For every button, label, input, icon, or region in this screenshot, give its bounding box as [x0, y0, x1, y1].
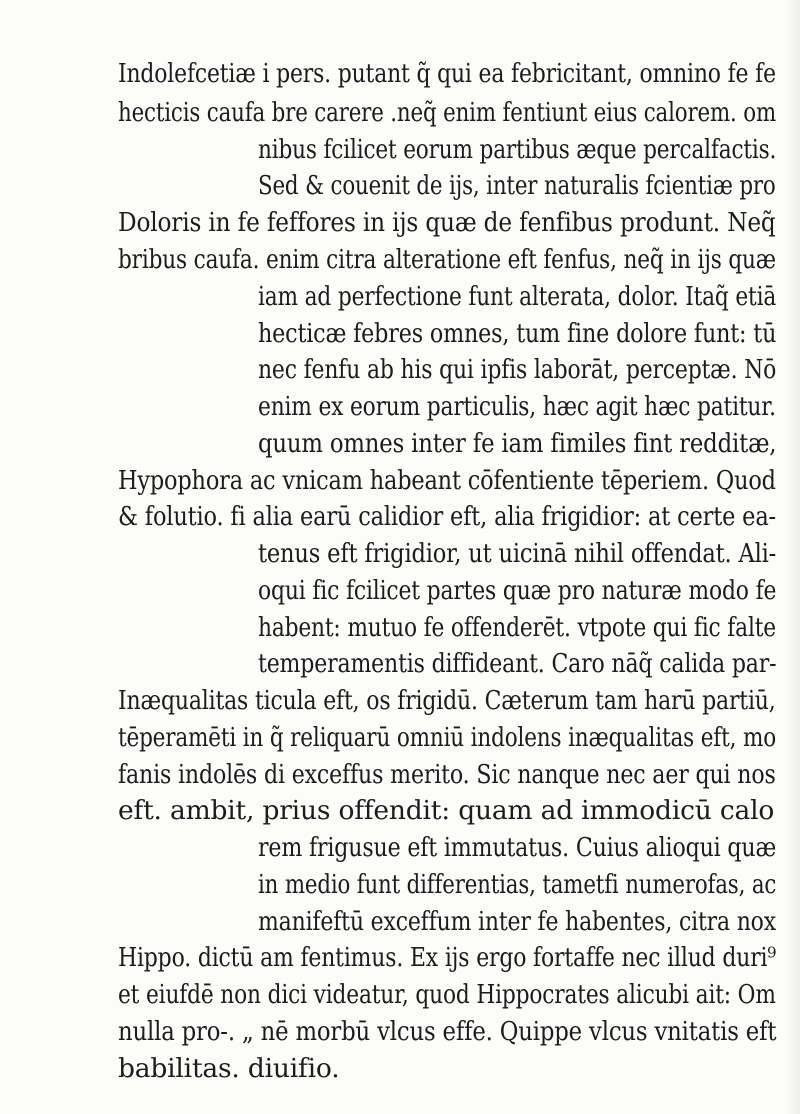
- text-line: eft. ambit, prius offendit: quam ad immodicū calo: [118, 795, 775, 826]
- text-line: temperamentis diffideant. Caro nāq̃ calida par-: [258, 648, 777, 679]
- text-line: oqui fic fcilicet partes quæ pro naturæ modo fe: [258, 575, 777, 606]
- text-line: hecticæ febres omnes, tum fine dolore funt: tū: [258, 318, 777, 349]
- text-line: fanis indolēs di exceffus merito. Sic nanque nec aer qui nos: [118, 759, 776, 790]
- text-line: Doloris in fe feffores in ijs quæ de fenfibus produnt. Neq̃: [118, 207, 776, 238]
- text-line: & folutio. fi alia earū calidior eft, alia frigidior: at certe ea-: [118, 501, 776, 532]
- text-line: et eiufdē non dici videatur, quod Hippocrates alicubi ait: Om: [118, 979, 776, 1010]
- text-line: nulla pro-. „ nē morbū vlcus effe. Quippe vlcus vnitatis eft: [118, 1016, 777, 1047]
- text-line: hecticis caufa bre carere .neq̃ enim fentiunt eius calorem. om: [118, 97, 777, 128]
- text-line: quum omnes inter fe iam fimiles fint redditæ,: [258, 428, 777, 459]
- text-line: manifeftū exceffum inter fe habentes, citra nox: [258, 906, 776, 937]
- text-line: nec fenfu ab his qui ipfis laborāt, perceptæ. Nō: [258, 354, 777, 385]
- text-line: Inæqualitas ticula eft, os frigidū. Cæterum tam harū partiū,: [118, 685, 776, 716]
- text-line: nibus fcilicet eorum partibus æque percalfactis.: [258, 134, 777, 165]
- text-line: Hippo. dictū am fentimus. Ex ijs ergo fortaffe nec illud duri⁹: [118, 942, 776, 973]
- text-line: rem frigusue eft immutatus. Cuius alioqui quæ: [258, 832, 777, 863]
- text-line: habent: mutuo fe offenderēt. vtpote qui fic falte: [258, 612, 776, 643]
- text-line: iam ad perfectione funt alterata, dolor. Itaq̃ etiā: [258, 281, 777, 312]
- page-edge-shadow: [786, 0, 800, 1114]
- text-line: Indolefcetiæ i pers. putant q̃ qui ea febricitant, omnino fe fe: [118, 58, 776, 89]
- text-line: Sed & couenit de ijs, inter naturalis fcientiæ pro: [258, 170, 776, 201]
- text-line: babilitas. diuifio.: [118, 1053, 340, 1084]
- text-line: bribus caufa. enim citra alteratione eft fenfus, neq̃ in ijs quæ: [118, 244, 776, 275]
- text-line: tēperamēti in q̃ reliquarū omniū indolens inæqualitas eft, mo: [118, 722, 777, 753]
- text-line: enim ex eorum particulis, hæc agit hæc patitur.: [258, 391, 776, 422]
- text-line: Hypophora ac vnicam habeant cōfentiente tēperiem. Quod: [118, 465, 776, 496]
- text-line: tenus eft frigidior, ut uicinā nihil offendat. Ali-: [258, 538, 777, 569]
- text-line: in medio funt differentias, tametfi numerofas, ac: [258, 869, 777, 900]
